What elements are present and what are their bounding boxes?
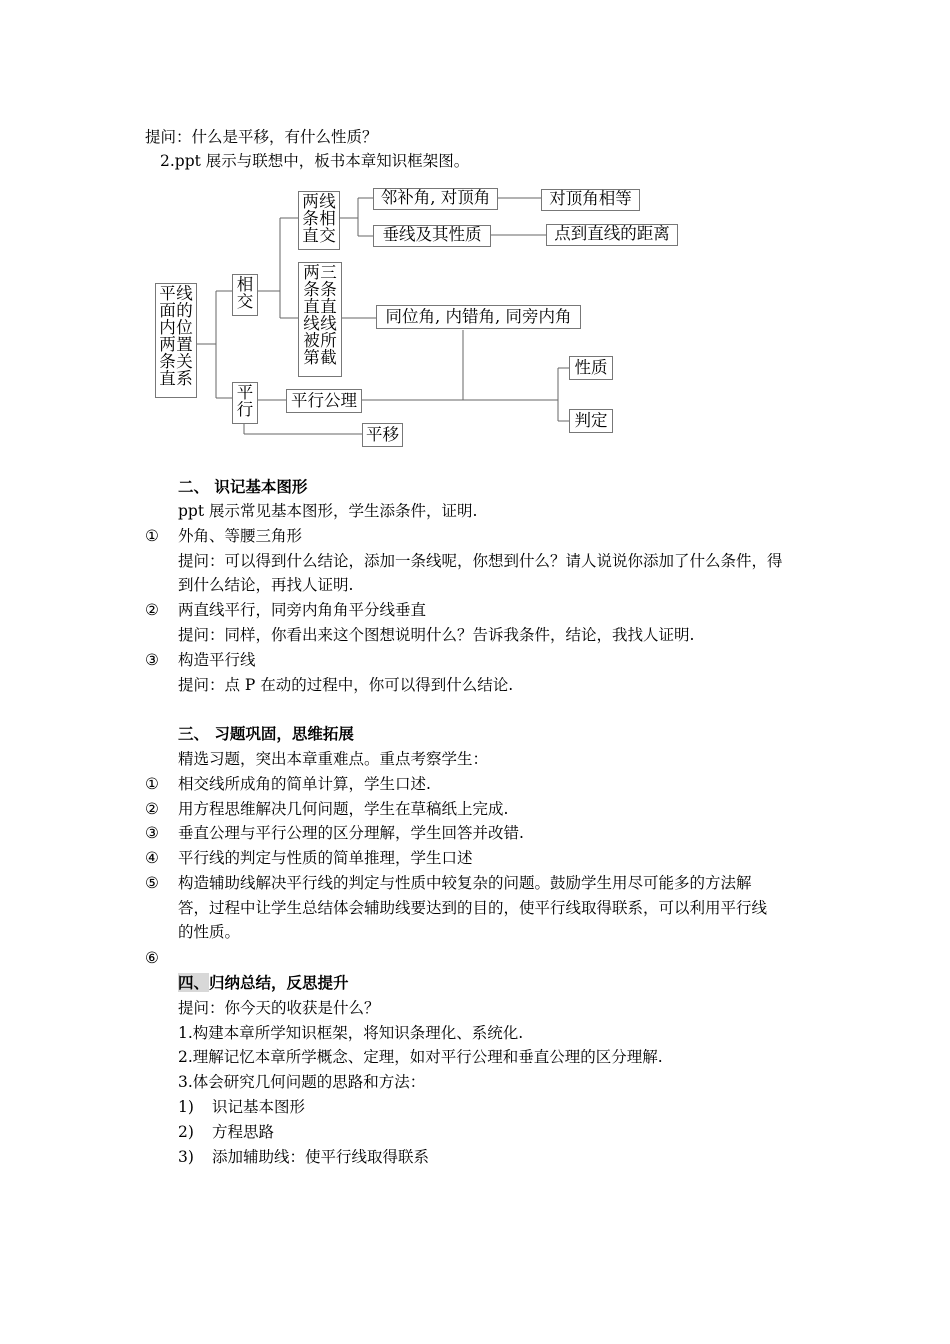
section4-title-rest: 归纳总结，反思提升 (209, 973, 349, 992)
three-lines-char: 线 (303, 314, 320, 333)
root-char: 内 (159, 318, 176, 337)
section2-title: 二、 识记基本图形 (178, 477, 308, 496)
three-lines-char: 直 (320, 297, 337, 316)
section3-item-text: 构造辅助线解决平行线的判定与性质中较复杂的问题。鼓励学生用尽可能多的方法解 (178, 874, 752, 892)
section4-sub-num: 1) (178, 1098, 194, 1116)
section2-item3-question: 提问：点 P 在动的过程中，你可以得到什么结论. (178, 676, 514, 694)
diagram-property-box: 性质 (569, 356, 613, 380)
root-char: 直 (159, 369, 176, 388)
root-char: 关 (176, 352, 193, 371)
diagram-adjacent-box: 邻补角, 对顶角 (373, 188, 498, 210)
section4-sub-num: 3) (178, 1148, 194, 1166)
diagram-parallel-box (232, 382, 258, 424)
three-lines-char: 直 (303, 297, 320, 316)
section2-item3-num: ③ (145, 651, 159, 669)
section3-item-text: 相交线所成角的简单计算，学生口述. (178, 775, 431, 793)
diagram-intersect-box (232, 274, 258, 316)
three-lines-char: 被 (303, 331, 320, 350)
root-char: 面 (159, 301, 176, 320)
section3-item-text-cont: 的性质。 (178, 923, 241, 941)
two-lines-char: 线 (319, 192, 336, 211)
intersect-char: 相 (236, 275, 254, 294)
two-lines-char: 两 (302, 192, 319, 211)
section2-item1-text: 外角、等腰三角形 (178, 527, 303, 545)
section2-item2-question: 提问：同样，你看出来这个图想说明什么？告诉我条件，结论，我找人证明. (178, 626, 695, 644)
diagram-parallel-axiom-box: 平行公理 (286, 389, 362, 413)
two-lines-char: 条 (302, 209, 319, 228)
section3-item-num: ④ (145, 849, 159, 867)
three-lines-char: 线 (320, 314, 337, 333)
section4-sub-text: 方程思路 (212, 1123, 275, 1141)
root-char: 置 (176, 335, 193, 354)
three-lines-char: 第 (303, 348, 320, 367)
section3-item-text: 平行线的判定与性质的简单推理，学生口述 (178, 849, 473, 867)
section4-title (178, 973, 349, 993)
section4-point3: 3.体会研究几何问题的思路和方法： (178, 1073, 426, 1091)
parallel-char: 行 (236, 400, 254, 419)
section4-sub-num: 2) (178, 1123, 194, 1141)
section3-title: 三、 习题巩固，思维拓展 (178, 724, 354, 743)
three-lines-char: 条 (303, 280, 320, 299)
root-char: 系 (176, 369, 193, 388)
three-lines-char: 两 (303, 263, 320, 282)
root-char: 平 (159, 284, 176, 303)
parallel-char: 平 (236, 383, 254, 402)
intro-step2: 2.ppt 展示与联想中，板书本章知识框架图。 (160, 152, 470, 170)
section3-intro: 精选习题，突出本章重难点。重点考察学生： (178, 750, 489, 768)
section3-item-text: 垂直公理与平行公理的区分理解，学生回答并改错. (178, 824, 524, 842)
section3-item-num: ⑥ (145, 949, 159, 967)
diagram-root-box (155, 283, 197, 398)
root-char: 线 (176, 284, 193, 303)
three-lines-char: 所 (320, 331, 337, 350)
section2-item3-text: 构造平行线 (178, 651, 256, 669)
section3-item-num: ⑤ (145, 874, 159, 892)
two-lines-char: 直 (302, 226, 319, 245)
section2-item2-num: ② (145, 601, 159, 619)
section2-item2-text: 两直线平行，同旁内角角平分线垂直 (178, 601, 427, 619)
three-lines-char: 条 (320, 280, 337, 299)
root-char: 条 (159, 352, 176, 371)
section3-item-text: 用方程思维解决几何问题，学生在草稿纸上完成. (178, 800, 509, 818)
intersect-char: 交 (236, 292, 254, 311)
section2-item1-num: ① (145, 527, 159, 545)
diagram-angles-box: 同位角, 内错角, 同旁内角 (376, 305, 581, 329)
section4-question: 提问：你今天的收获是什么？ (178, 999, 380, 1017)
diagram-three-lines-box (298, 262, 342, 377)
diagram-two-lines-box (298, 191, 340, 250)
section3-item-text-cont: 答，过程中让学生总结体会辅助线要达到的目的，使平行线取得联系，可以利用平行线 (178, 899, 768, 917)
diagram-translation-box: 平移 (362, 423, 403, 447)
intro-question: 提问：什么是平移，有什么性质？ (145, 128, 378, 146)
root-char: 两 (159, 335, 176, 354)
three-lines-char: 截 (320, 348, 337, 367)
diagram-judgment-box: 判定 (569, 409, 613, 433)
section4-point1: 1.构建本章所学知识框架，将知识条理化、系统化. (178, 1024, 524, 1042)
diagram-perpendicular-box: 垂线及其性质 (373, 225, 491, 247)
diagram-distance-box: 点到直线的距离 (546, 224, 678, 246)
section4-sub-text: 添加辅助线：使平行线取得联系 (212, 1148, 430, 1166)
section3-item-num: ③ (145, 824, 159, 842)
section3-item-num: ② (145, 800, 159, 818)
three-lines-char: 三 (320, 263, 337, 282)
two-lines-char: 相 (319, 209, 336, 228)
section2-item1-question-cont: 到什么结论，再找人证明. (178, 576, 354, 594)
root-char: 位 (176, 318, 193, 337)
section4-point2: 2.理解记忆本章所学概念、定理，如对平行公理和垂直公理的区分理解. (178, 1048, 663, 1066)
diagram-vertical-angles-box: 对顶角相等 (541, 189, 640, 211)
two-lines-char: 交 (319, 226, 336, 245)
section3-item-num: ① (145, 775, 159, 793)
section4-title-highlight: 四、 (178, 973, 210, 992)
section4-sub-text: 识记基本图形 (212, 1098, 306, 1116)
knowledge-framework-diagram (0, 0, 950, 460)
section2-item1-question: 提问：可以得到什么结论，添加一条线呢，你想到什么？请人说说你添加了什么条件，得 (178, 552, 783, 570)
section2-intro: ppt 展示常见基本图形，学生添条件，证明. (178, 502, 478, 520)
root-char: 的 (176, 301, 193, 320)
